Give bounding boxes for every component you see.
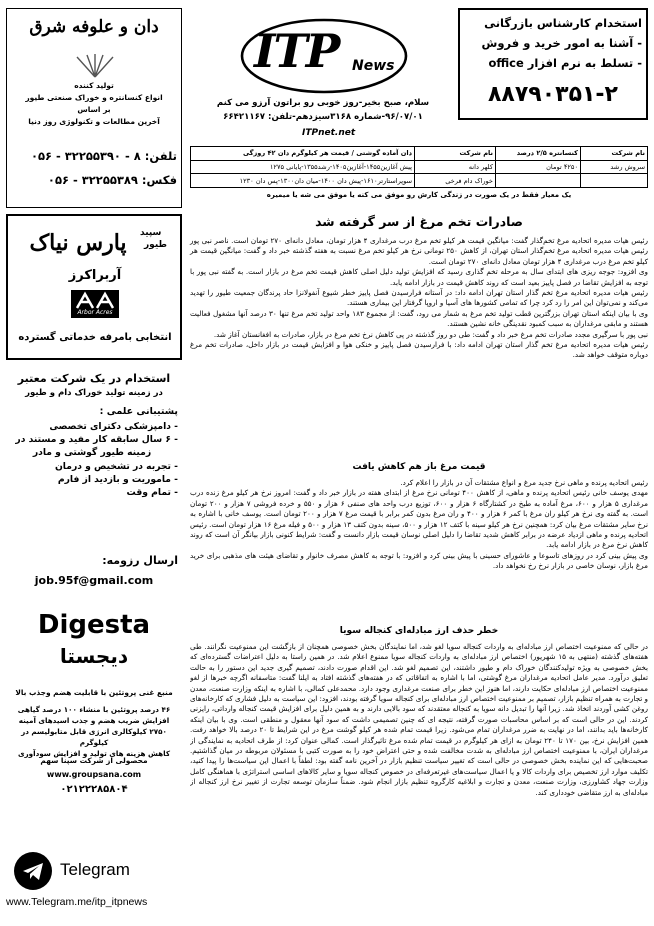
job-ad-item: - ماموریت و بازدید از فارم [57, 473, 178, 485]
table-row [191, 174, 648, 188]
dan-ad-title: دان و علوفه شرق [29, 17, 159, 37]
logo-sub: News [352, 58, 395, 74]
dan-ad-producer: تولید کننده [74, 81, 114, 90]
table-cell: کنسانتره ۲/۵ درصد [496, 147, 581, 161]
job-ad-item: زمینه طیور گوشتی و مادر [32, 447, 152, 459]
article1-paragraph: رئیس هیات مدیره اتحادیه مرغ تخم‌گذار گفت: میانگین قیمت هر کیلو تخم مرغ درب مرغداری ۴ هزار تومان، معادل دانه‌ای ۲۷۰ تومان است. ناصر نبی پور رئیس هیات مدیره اتحادیه مرغ تخم‌گذار استان تهران، از کاهش ۲۵۰ تومانی نرخ هر کیلو تخم مرغ نسبت به هفته گذشته خبر داد و گفت: میانگین قیمت هر کیلو تخم مرغ درب مرغداری ۴ هزار تومان معادل دانه‌ای ۲۷۰ تومان است. [190, 236, 649, 266]
pars-slogan: انتخابی بامرفه خدماتی گسترده [18, 332, 172, 343]
digesta-feature: ۲۷۵۰ کیلوکالری انرژی قابل متابولیسم در کیلوگرم [21, 727, 167, 747]
job-ad-resume-label: ارسال رزومه: [102, 554, 178, 567]
dan-ad-fax: فکس: ۳۲۲۵۵۳۸۹ - ۰۵۶ [47, 173, 177, 187]
digesta-feature: کاهش هزینه های تولید و افزایش سودآوری [17, 749, 171, 758]
table-cell: ۴۲۵۰ تومان [496, 160, 581, 174]
dan-ad-desc-1: انواع کنسانتره و خوراک صنعتی طیور [25, 93, 163, 102]
job-ad-title-1: استخدام در یک شرکت معتبر [17, 372, 171, 385]
dan-ad [6, 8, 182, 208]
job-ad-email[interactable]: job.95f@gmail.com [34, 574, 154, 587]
article1-paragraph: وی با بیان اینکه استان تهران بزرگترین قطب تولید تخم مرغ به شمار می رود، گفت: از مجموع ۱۸۳ واحد تولید تخم مرغ تنها ۳۰ درصد آنها مشغول فعالیت هستند و مابقی مرغداران به سبب کمبود نقدینگی خانه نشین هستند. [190, 308, 648, 329]
header-job-ad [458, 8, 648, 120]
arbor-acres-text: Arbor Acres [77, 309, 113, 316]
job-ad-item: - دامپزشکی دکترای تخصصی [49, 421, 178, 432]
table-cell: خوراک دام فرخی [415, 174, 496, 188]
table-cell [496, 174, 581, 188]
job-ad-title-2: در زمینه تولید خوراک دام و طیور [25, 388, 163, 398]
logo-main: ITP [254, 24, 339, 78]
telegram-label: Telegram [60, 860, 130, 879]
job-ad-item: - تمام وقت [126, 487, 178, 499]
table-cell: سروش رشد [581, 160, 648, 174]
article2-paragraph: مهدی یوسف خانی رئیس اتحادیه پرنده و ماهی، از کاهش ۴۰۰ تومانی نرخ مرغ از ابتدای هفته در بازار خبر داد و گفت: امروز نرخ هر کیلو مرغ زنده درب مرغداری ۵ هزار و ۶۰۰، مرغ آماده به طبخ در کشتارگاه ۶ هزار و ۶۰۰، توزیع درب واحد های صنفی ۶ هزار و ۵۵۰ و خرده فروشی ۷ هزار و ۲۰۰ تومان است. به گفته وی نرخ هر کیلو ران مرغ با کمر ۶ هزار و ۴۰۰ و ران مرغ بدون کمر برابر با قیمت مرغ ۷ هزار و ۲۰۰ تومان است. یوسف خانی با اشاره به نرخ سایر مشتقات مرغ بیان کرد: همچنین نرخ هر کیلو سینه با کتف ۱۲ هزار و ۵۰۰، سینه بدون کتف ۱۳ هزار و ۵۰۰ و فیله مرغ ۱۶ هزار تومان است. رئیس اتحادیه پرنده و ماهی ازدیاد عرضه در برابر کاهش شدید تقاضا را دلیل اصلی نوسان قیمت بازار دانست و گفت: شرایط کنونی بازار بیانگر آن است که روند کاهش نرخ مرغ در بازار ادامه یابد. [190, 488, 649, 550]
table-cell [581, 174, 648, 188]
article2-title: قیمت مرغ باز هم کاهش یافت [352, 462, 486, 472]
article1-paragraph: نبی پور با سرگیری مجدد صادرات تخم مرغ خبر داد و گفت: طی دو روز گذشته در پی کاهش نرخ تخم مرغ در بازار، صادرات به افغانستان آغاز شد. [213, 329, 648, 339]
table-row [191, 160, 648, 174]
digesta-brand: Digesta [37, 610, 151, 640]
article2-paragraph: وی پیش بینی کرد در روزهای تاسوعا و عاشورای حسینی با پیش بینی کرد و افزود: با توجه به کاهش مصرف خانوار و تقاضای هیئت های مذهبی برای خرید مرغ بازار، نوسان خاصی در بازار نرخ رخ نخواهد داد. [190, 550, 648, 571]
digesta-feature: ۴۶ درصد پروتئین با منشاء ۱۰۰ درصد گیاهی [17, 705, 171, 714]
header-job-req-2: - تسلط به نرم افزار office [488, 56, 642, 70]
table-cell: سوپراستارتر۱۶۱۰-پیش دان ۱۴۰۰-میان دان۱۳۰۰-پس دان ۱۲۳۰ [191, 174, 415, 188]
digesta-phone: ۰۲۱۲۲۲۸۵۸۰۴ [60, 784, 128, 795]
header-job-title: استخدام کارشناس بازرگانی [484, 16, 642, 30]
article2-paragraph: رئیس اتحادیه پرنده و ماهی نرخ جدید مرغ و انواع مشتقات آن در بازار را اعلام کرد. [400, 478, 648, 487]
digesta-features [6, 704, 182, 759]
table-row [191, 147, 648, 161]
digesta-tagline: منبع غنی پروتئین با قابلیت هضم وجذب بالا [15, 688, 173, 697]
header-site[interactable]: ITPnet.net [302, 128, 356, 138]
table-cell: پیش آغازین۱۴۵۵-آغازین۱۴۰۵-رشد۱۳۵۵-پایانی ۱۲۷۵ [191, 160, 415, 174]
job-ad [6, 368, 182, 608]
pars-niak-ad [6, 214, 182, 360]
job-ad-item: - ۶ سال سابقه کار مفید و مستند در [15, 434, 178, 446]
pars-logo: پارس نیاک [29, 230, 127, 256]
header-job-phone: ۸۸۷۹۰۳۵۱-۲ [488, 82, 618, 107]
article1-paragraph: رئیس هیات مدیره اتحادیه مرغ تخم گذار استان تهران ادامه داد: با فرارسیدن فصل پاییز و خنکی هوا و افزایش قیمت در بازار داخل، صادرات تخم مرغ دوباره متوقف خواهد شد. [190, 340, 648, 360]
article1-title: صادرات تخم مرغ از سر گرفته شد [315, 214, 523, 229]
digesta-brand-fa: دیجستا [59, 644, 129, 668]
article1-paragraph: رئیس هیات مدیره اتحادیه مرغ تخم گذار استان تهران ادامه داد: در آستانه فرارسیدن فصل پاییز خطر شیوع آنفولانزا حاد پرندگان جمعیت طیور را تهدید می‌کند و نمی‌توان این امر را رد کرد چرا که تمامی کشورها های آسیا و اروپا گرفتار این بیماری هستند. [190, 288, 648, 308]
job-ad-item: - تجربه در تشخیص و درمان [54, 460, 178, 472]
job-ad-list [6, 420, 178, 499]
telegram-icon [14, 852, 52, 890]
dan-ad-desc-3: آخرین مطالعات و تکنولوژی روز دنیا [28, 117, 160, 126]
article2-body [190, 478, 648, 572]
article3-title: خطر حذف ارز مبادله‌ای کنجاله سویا [339, 626, 499, 636]
pars-logo-small-2: طیور [144, 240, 167, 250]
article1-paragraph: وی افزود: جوجه ریزی های ابتدای سال به مرحله تخم گذاری رسید که افزایش تولید دلیل اصلی کاهش قیمت تخم مرغ در بازار است. به گفته نبی پور با توجه به افزایش تقاضا در فصل پاییز بعید است که روند کاهش قیمت در بازار ادامه یابد. [190, 267, 648, 287]
arbor-acres-logo [71, 290, 119, 318]
header-tagline: سلام، صبح بخیر-روز خوبی رو براتون آرزو می کنم [216, 98, 430, 108]
digesta-website[interactable]: www.groupsana.com [46, 770, 142, 779]
header-issue: ۹۶/۰۷/۰۱-شماره ۳۱۶۸سیزدهم-تلفن: ۶۶۴۲۱۱۶۷ [223, 112, 423, 122]
header-job-req-1: - آشنا به امور خرید و فروش [481, 36, 642, 50]
telegram-block[interactable] [6, 852, 190, 922]
article1-body [190, 236, 648, 361]
table-cell: دان آماده گوشتی / قیمت هر کیلوگرم دان ۴۲ روزگی [191, 147, 415, 161]
article3-paragraph: در حالی که ممنوعیت اختصاص ارز مبادله‌ای به واردات کنجاله سویا لغو شد، اما نمایندگان بخش خصوصی همچنان از بازگشت این ممنوعیت نگرانند. طی هفته‌های گذشته (منتهی به ۱۵ شهریور) اختصاص ارز مبادله‌ای به واردات کنجاله سویا ممنوع اعلام شد. در همین راستا به دلیل اعتراضات گسترده‌ای که بخش خصوصی به ویژه تولیدکنندگان خوراک دام و طیور داشتند، این تصمیم لغو شد. این اقدام صورت دادند، تصمیم گیری جدید این دستور را به حالت تعلیق درآورد. مدیر عامل اتحادیه مرغداران مرغ گوشتی، اما با اشاره به اتفاقاتی که در هفته‌های گذشته افتاد به ایلنا گفت: متاسفانه اگرچه خبرها از لغو ممنوعیت اختصاص ارز مبادله‌ای حکایت دارند، اما هنوز این خطر برای صنعت مرغداری وجود دارد. محمدعلی کمالی، با اشاره به اینکه وزارت صنعت، معدن و تجارت به همراه تنظیم بازار، تصمیم بر ممنوعیت اختصاص ارز مبادله‌ای برای کنجاله سویا گرفته بودند، افزود: این سیاست به دلیل فشاری که کارخانه‌های روغن کشی آوردند اتخاذ شد. زیرا آنها را تبدیل دانه سویا به کنجاله معتقدند که سود بالایی دارند و به همین دلیل برای افزایش قیمت کنجاله وارداتی، رایزنی کردند. این در حالی است که بر اساس محاسبات صورت گرفته، نتیجه ای که چنین تصمیمی داشت که سود آنها معقول و منطقی است. وی با بیان اینکه کارخانه‌ها باید بدانند، اما در نهایت به ضرر مرغداران تمام می‌شود. زیرا قیمت تمام شده هر کیلو گوشت مرغ در این شرایط تا ۲۰ درصد بالا خواهد رفت. همین افزایش نرخ، بین ۱۷۰ تا ۲۴۰ تومان به ازای هر کیلوگرم در قیمت تمام شده مرغ تاثیرگذار است. کمالی عنوان کرد: از طرف اتحادیه به نمایندگی از مرغداران ایران، با ممنوعیت اختصاص ارز مبادله‌ای به شدت مخالفت شده و حتی اعتراض خود را به صورت کتبی با مسئولان مربوطه در میان گذاشتیم. صحبت‌هایی که این نماینده بخش خصوصی در حالی است که تغییر سیاست تنظیم بازار در آخرین نامه گفته بود: لطفاً با اعمال این سیاست‌ها را پیدا کنید، تکلیف موارد ارز تخصیص برای واردات کالا و یا اعمال سیاست‌های غیرتعرفه‌ای در خصوص کنجاله سویا و سایر کالاهای اساسی استراتژی با هماهنگی کامل وزارت جهاد کشاورزی، وزارت صنعت، معدن و تجارت و ابلاغیه کارگروه تنظیم بازار انجام شود. ضمناً سازمان توسعه تجارت از تغییر نرخ ارز کنجاله از مبادله‌ای به ارز متقاضی خودداری کند. [190, 642, 648, 797]
digesta-ad [6, 608, 182, 822]
table-cell: کلهر دانه [415, 160, 496, 174]
itp-logo [236, 14, 408, 96]
digesta-company: محصولی از شرکت سپنا سهم [40, 756, 148, 765]
job-ad-support: پشتیبانی علمی : [99, 406, 178, 417]
dan-ad-phone: تلفن: ۸ - ۳۲۲۵۵۳۹۰ - ۰۵۶ [30, 149, 177, 163]
dan-ad-desc-2: بر اساس [77, 105, 111, 114]
price-table [190, 146, 648, 188]
pars-logo-small: سپید [140, 228, 162, 238]
dan-ad-sheaf-icon [67, 53, 123, 79]
digesta-feature: افزایش ضریب هضم و جذب اسیدهای آمینه [18, 716, 170, 725]
table-cell: نام شرکت [415, 147, 496, 161]
article3-body [190, 642, 648, 920]
pars-brand: آربراکرز [68, 268, 122, 283]
table-cell: نام شرکت [581, 147, 648, 161]
price-table-note: یک معیار فقط در یک صورت در زندگی کارش رو موفق می کنه یا موفق می شه یا میمیره [266, 191, 572, 199]
telegram-url[interactable]: www.Telegram.me/itp_itpnews [6, 896, 148, 908]
